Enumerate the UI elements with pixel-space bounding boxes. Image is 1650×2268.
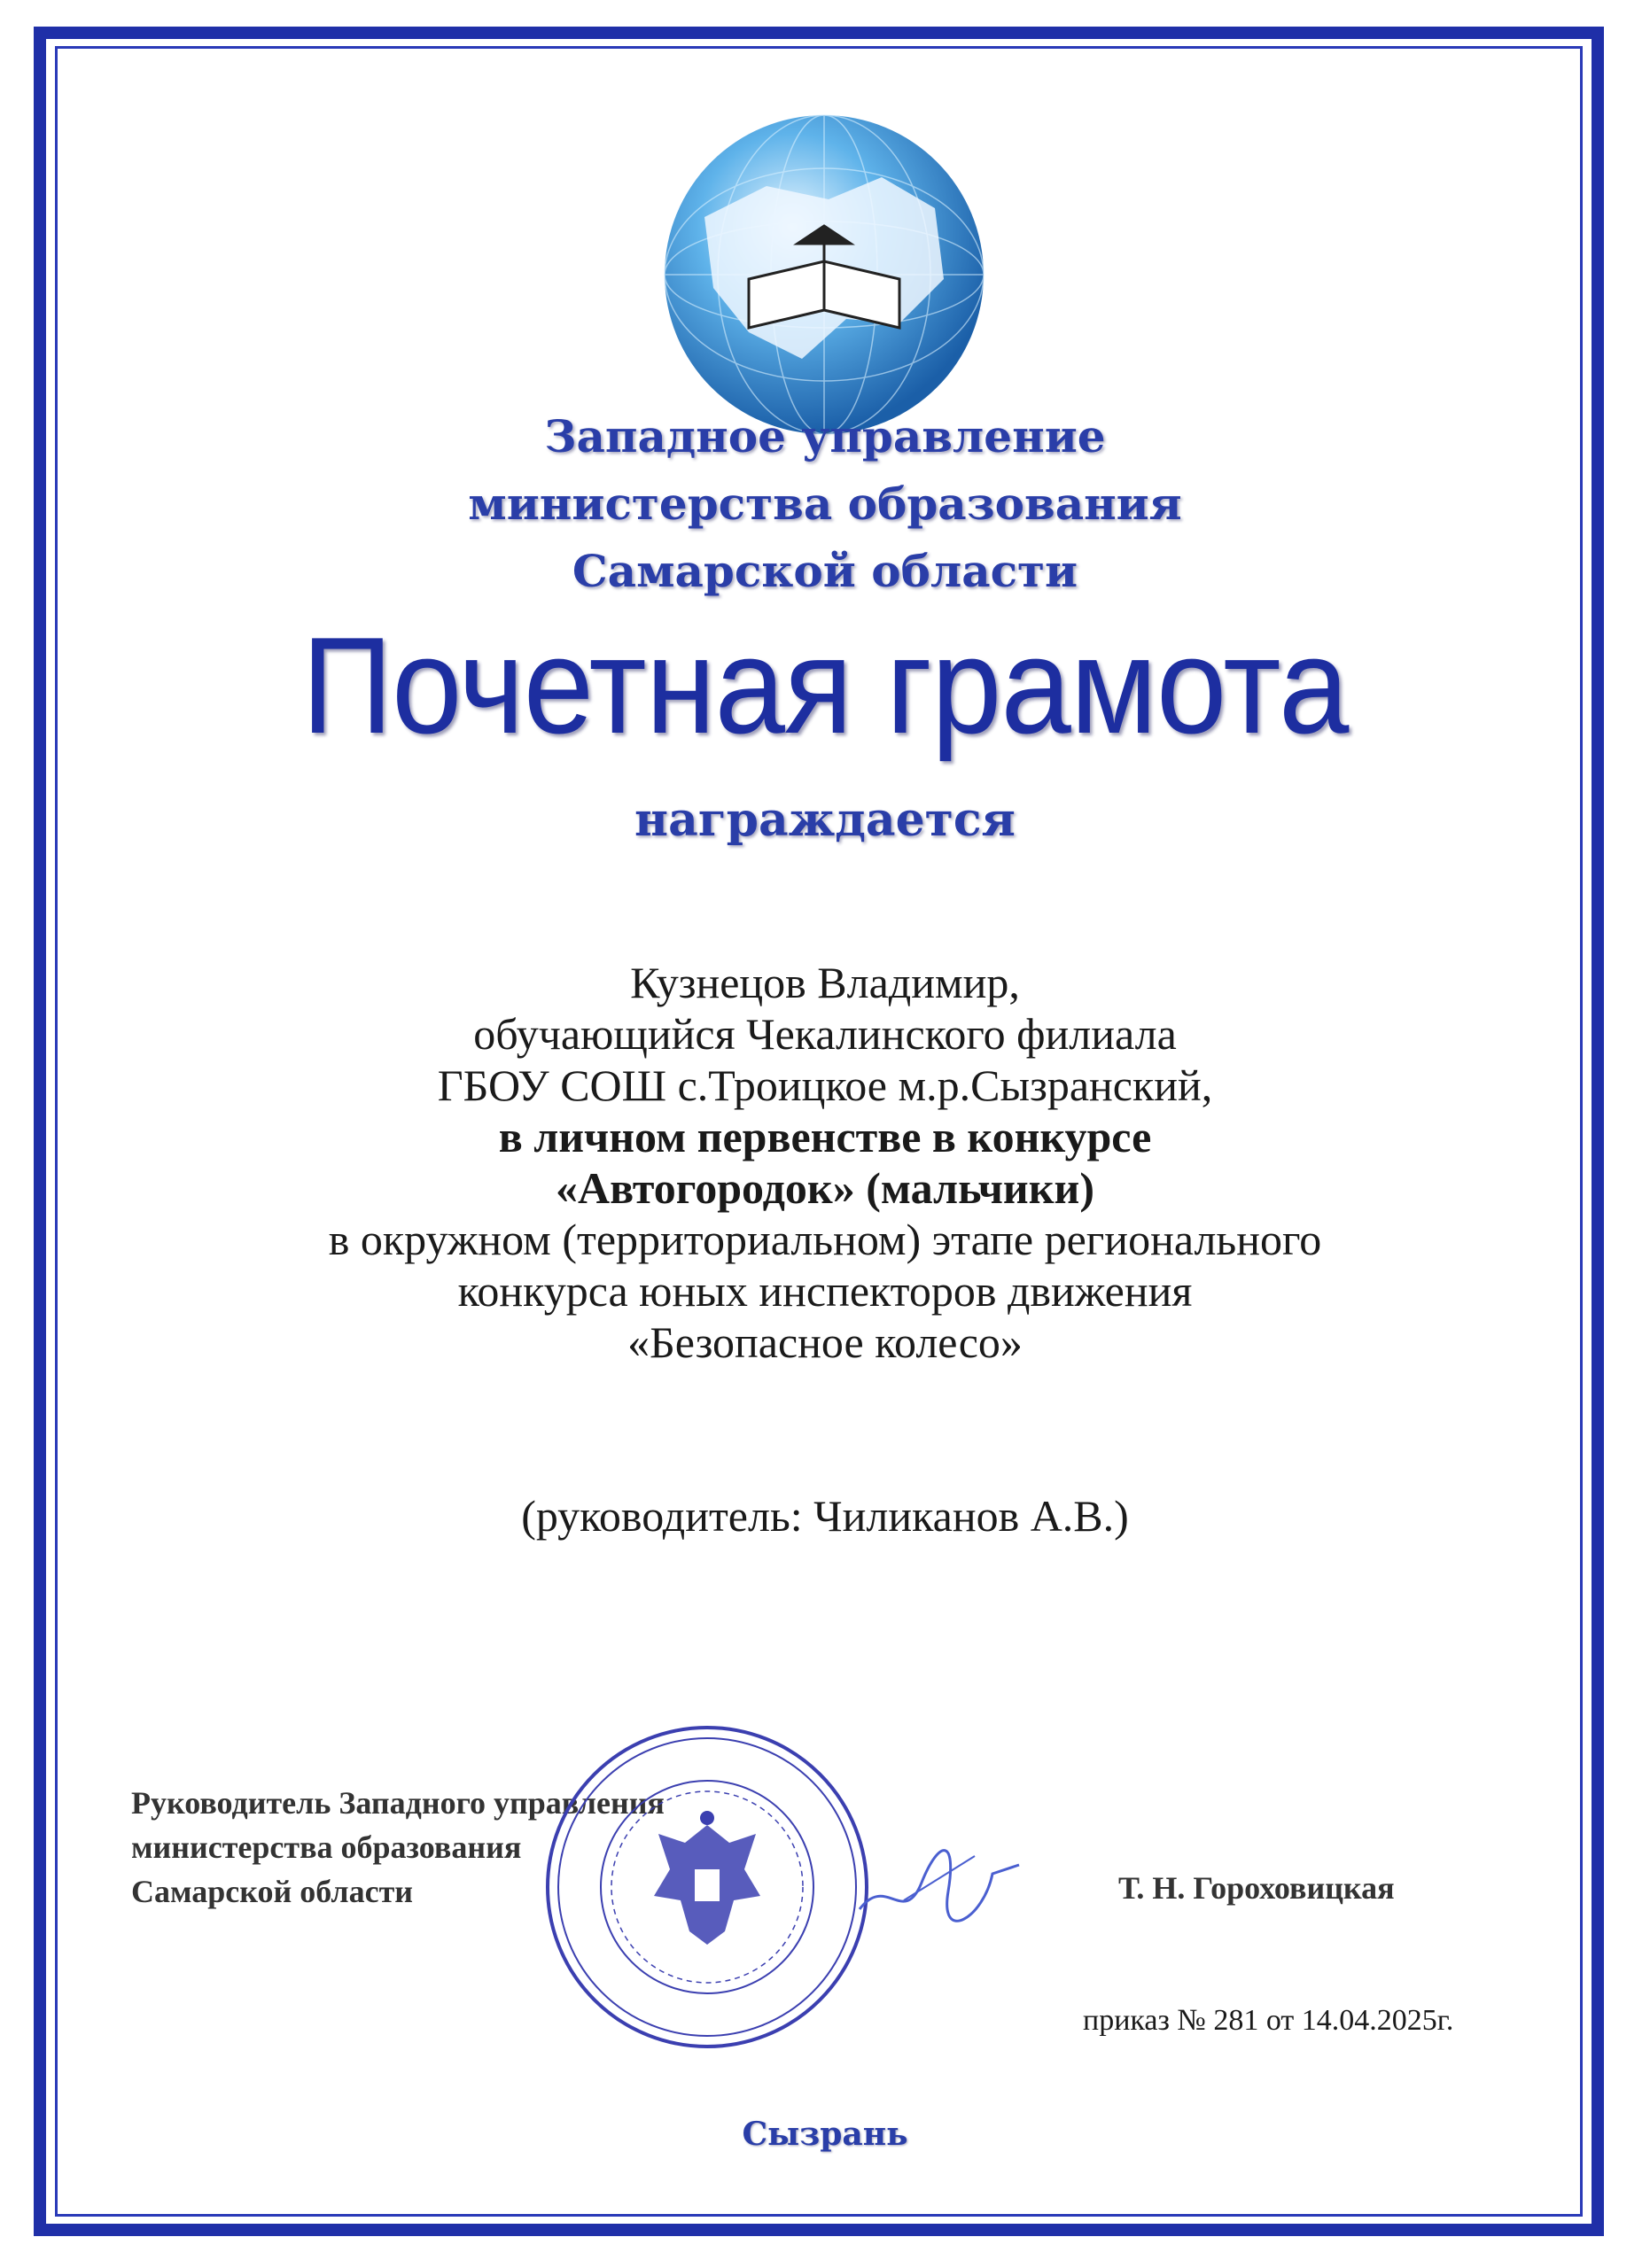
award-text	[0, 957, 1650, 1368]
recipient-school: обучающийся Чекалинского филиала	[473, 1009, 1177, 1059]
city-name: Сызрань	[742, 2116, 908, 2153]
signer-line: Самарской области	[131, 1874, 413, 1909]
leader-line: (руководитель: Чиликанов А.В.)	[521, 1491, 1129, 1541]
awarded-label: награждается	[634, 793, 1016, 847]
certificate-title: Почетная грамота	[301, 609, 1349, 762]
globe-book-emblem	[651, 102, 997, 447]
competition-name: конкурса юных инспекторов движения	[457, 1266, 1193, 1316]
org-line: Самарской области	[572, 545, 1078, 597]
organization-name	[0, 403, 1650, 605]
achievement: в личном первенстве в конкурсе	[498, 1112, 1152, 1161]
official-stamp	[539, 1719, 876, 2055]
competition-title: «Безопасное колесо»	[627, 1317, 1023, 1367]
signature	[851, 1821, 1028, 1936]
achievement-2: «Автогородок» (мальчики)	[556, 1163, 1094, 1213]
org-line: министерства образования	[468, 478, 1182, 530]
signer-line: Руководитель Западного управления	[131, 1785, 665, 1821]
coat-of-arms-icon	[654, 1811, 760, 1945]
recipient-school-2: ГБОУ СОШ с.Троицкое м.р.Сызранский,	[437, 1060, 1213, 1110]
order-reference: приказ № 281 от 14.04.2025г.	[1083, 2004, 1454, 2037]
signer-line: министерства образования	[131, 1829, 522, 1865]
recipient-name: Кузнецов Владимир,	[630, 958, 1020, 1007]
competition-stage: в окружном (территориальном) этапе регионального	[328, 1215, 1322, 1264]
signer-name: Т. Н. Гороховицкая	[1118, 1870, 1395, 1906]
org-line: Западное управление	[544, 410, 1106, 462]
